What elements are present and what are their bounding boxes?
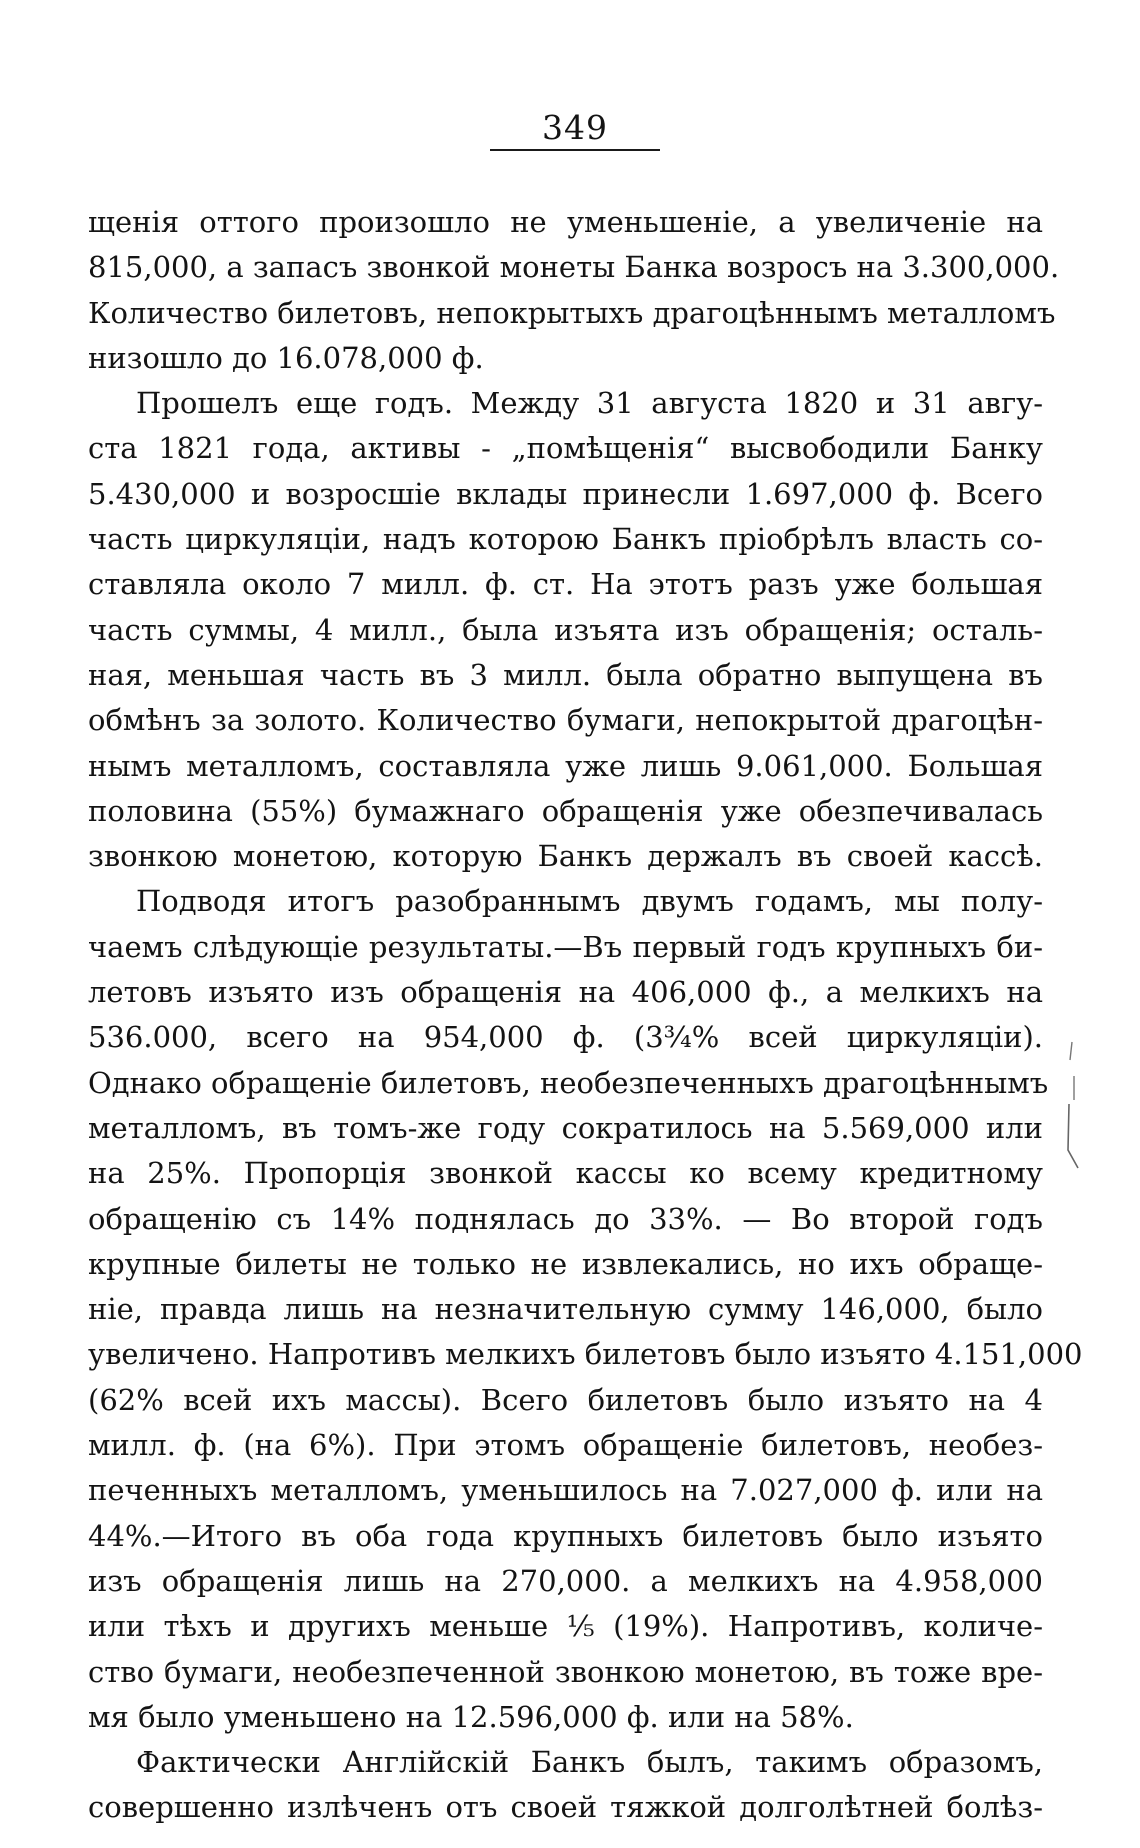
text-line: низошло до 16.078,000 ф. [88,340,484,375]
text-line: ство бумаги, необезпеченной звонкою монетою, въ тоже вре- [88,1654,1043,1689]
text-line: нымъ металломъ, составляла уже лишь 9.061,000. Большая [88,748,1043,783]
margin-pencil-marks [1064,1040,1084,1170]
text-line: Фактически Англійскій Банкъ былъ, такимъ образомъ, [136,1745,1043,1780]
text-line: Однако обращеніе билетовъ, необезпеченныхъ драгоцѣннымъ [88,1065,1049,1100]
text-line: металломъ, въ томъ-же году сократилось на 5.569,000 или [88,1110,1043,1145]
text-line: ста 1821 года, активы - „помѣщенія“ высвободили Банку [88,431,1043,466]
text-line: половина (55%) бумажнаго обращенія уже обезпечивалась [88,793,1043,828]
text-line: щенія оттого произошло не уменьшеніе, а увеличеніе на [88,205,1043,239]
text-line: ставляла около 7 милл. ф. ст. На этотъ разъ уже большая [88,567,1043,602]
text-line: 44%.—Итого въ оба года крупныхъ билетовъ было изъято [88,1518,1043,1553]
text-line: совершенно излѣченъ отъ своей тяжкой долголѣтней болѣз- [88,1790,1043,1825]
text-line: (62% всей ихъ массы). Всего билетовъ было изъято на 4 [88,1382,1043,1417]
text-line: ніе, правда лишь на незначительную сумму 146,000, было [88,1292,1043,1327]
text-line: ная, меньшая часть въ 3 милл. была обратно выпущена въ [88,657,1043,692]
text-line: милл. ф. (на 6%). При этомъ обращеніе билетовъ, необез- [88,1428,1043,1463]
text-line: летовъ изъято изъ обращенія на 406,000 ф., а мелкихъ на [88,975,1043,1010]
text-line: звонкою монетою, которую Банкъ держалъ въ своей кассѣ. [88,839,1043,874]
text-line: Подводя итогъ разобраннымъ двумъ годамъ, мы полу- [136,884,1043,919]
text-line: часть циркуляціи, надъ которою Банкъ пріобрѣлъ власть со- [88,522,1043,557]
text-line: 815,000, а запасъ звонкой монеты Банка возросъ на 3.300,000. [88,250,1060,285]
text-line: изъ обращенія лишь на 270,000. а мелкихъ на 4.958,000 [88,1563,1043,1598]
text-line: чаемъ слѣдующіе результаты.—Въ первый годъ крупныхъ би- [88,929,1043,964]
text-line: на 25%. Пропорція звонкой кассы ко всему кредитному [88,1156,1043,1191]
page-number: 349 [542,108,608,147]
body-text [88,200,1083,1831]
text-line: или тѣхъ и другихъ меньше ⅕ (19%). Напротивъ, количе- [88,1609,1043,1644]
text-line: увеличено. Напротивъ мелкихъ билетовъ было изъято 4.151,000 [88,1337,1083,1372]
text-line: обмѣнъ за золото. Количество бумаги, непокрытой драгоцѣн- [88,703,1043,738]
text-line: обращенію съ 14% поднялась до 33%. — Во второй годъ [88,1201,1043,1236]
text-line: Прошелъ еще годъ. Между 31 августа 1820 и 31 авгу- [136,386,1043,421]
text-line: 5.430,000 и возросшіе вклады принесли 1.697,000 ф. Всего [88,476,1043,511]
text-line: печенныхъ металломъ, уменьшилось на 7.027,000 ф. или на [88,1473,1043,1508]
text-line: 536.000, всего на 954,000 ф. (3¾% всей циркуляціи). [88,1020,1043,1055]
text-line: часть суммы, 4 милл., была изъята изъ обращенія; осталь- [88,612,1043,647]
text-line: мя было уменьшено на 12.596,000 ф. или на 58%. [88,1699,854,1734]
text-line: Количество билетовъ, непокрытыхъ драгоцѣннымъ металломъ [88,295,1056,330]
text-line: крупные билеты не только не извлекались, но ихъ обраще- [88,1246,1043,1281]
page-number-underline [490,149,660,151]
